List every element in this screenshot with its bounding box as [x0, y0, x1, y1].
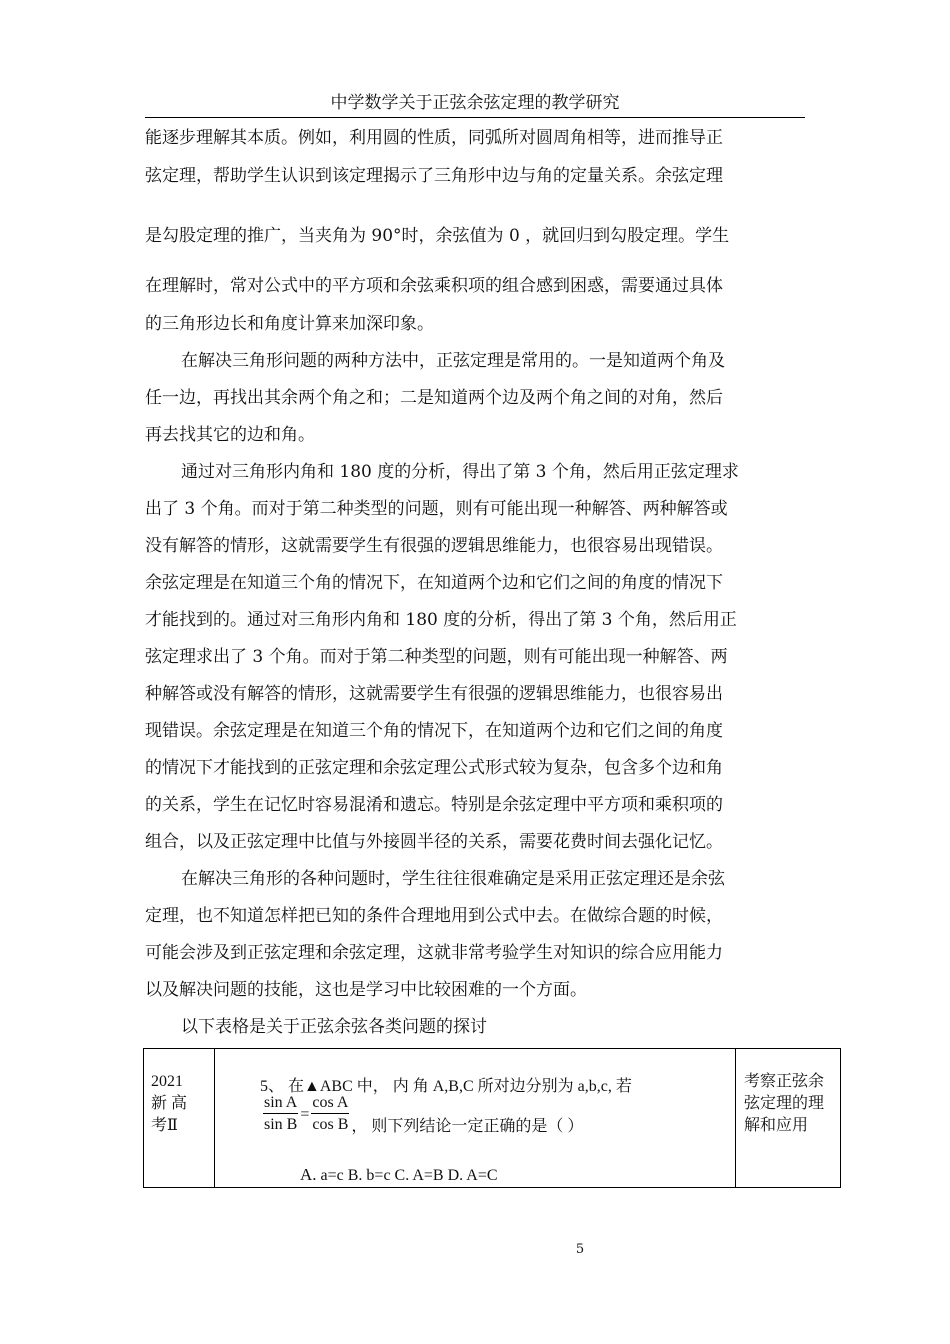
table-row [144, 1049, 841, 1188]
fraction-left [263, 1093, 298, 1136]
paragraph-line: 才能找到的。通过对三角形内角和 180 度的分析，得出了第 3 个角，然后用正 [145, 610, 737, 630]
paragraph-line: 弦定理求出了 3 个角。而对于第二种类型的问题，则有可能出现一种解答、两 [145, 647, 728, 667]
paragraph-line: 的情况下才能找到的正弦定理和余弦定理公式形式较为复杂，包含多个边和角 [145, 758, 723, 778]
paragraph-line: 组合，以及正弦定理中比值与外接圆半径的关系，需要花费时间去强化记忆。 [145, 832, 723, 852]
page-header: 中学数学关于正弦余弦定理的教学研究 [145, 88, 805, 118]
paragraph-line: 任一边，再找出其余两个角之和；二是知道两个边及两个角之间的对角，然后 [145, 388, 723, 408]
fraction-denominator: sin B [264, 1116, 298, 1133]
fraction-numerator: sin A [263, 1093, 298, 1114]
option-lead: A. [300, 1165, 317, 1184]
paragraph-line: 的关系，学生在记忆时容易混淆和遗忘。特别是余弦定理中平方项和乘积项的 [145, 795, 723, 815]
paragraph-line: 种解答或没有解答的情形，这就需要学生有很强的逻辑思维能力，也很容易出 [145, 684, 723, 704]
purpose-line: 考察正弦余 [744, 1073, 825, 1090]
purpose-line: 解和应用 [744, 1117, 809, 1134]
paragraph-line: 现错误。余弦定理是在知道三个角的情况下，在知道两个边和它们之间的角度 [145, 721, 723, 741]
paragraph-line: 在解决三角形的各种问题时，学生往往很难确定是采用正弦定理还是余弦 [181, 869, 725, 889]
paragraph-line: 是勾股定理的推广，当夹角为 90°时，余弦值为 0 ，就回归到勾股定理。学生 [145, 226, 730, 246]
paragraph-line: 的三角形边长和角度计算来加深印象。 [145, 314, 434, 334]
question-text: 5、 在▲ABC 中， 内 角 A,B,C 所对边分别为 a,b,c, 若 [260, 1078, 632, 1095]
answer-options [300, 1165, 498, 1185]
question-cell [215, 1049, 736, 1188]
option-list: a=c B. b=c C. A=B D. A=C [320, 1167, 498, 1184]
source-line: 考Ⅱ [151, 1117, 178, 1134]
fraction-denominator: cos B [312, 1116, 349, 1133]
page-number: 5 [575, 1242, 585, 1257]
paragraph-line: 能逐步理解其本质。例如，利用圆的性质，同弧所对圆周角相等，进而推导正 [145, 128, 723, 148]
paragraph-line: 在解决三角形问题的两种方法中，正弦定理是常用的。一是知道两个角及 [181, 351, 725, 371]
source-year: 2021 [151, 1073, 183, 1090]
source-cell [144, 1049, 215, 1188]
fraction-right [311, 1093, 349, 1136]
fraction-numerator: cos A [311, 1093, 349, 1114]
paragraph-line: 余弦定理是在知道三个角的情况下，在知道两个边和它们之间的角度的情况下 [145, 573, 723, 593]
paragraph-line: 以及解决问题的技能，这也是学习中比较困难的一个方面。 [145, 980, 587, 1000]
paragraph-line: 再去找其它的边和角。 [145, 425, 315, 445]
problem-table [143, 1048, 841, 1188]
formula [263, 1093, 583, 1136]
paragraph-line: 出了 3 个角。而对于第二种类型的问题，则有可能出现一种解答、两种解答或 [145, 499, 728, 519]
paragraph-line: 没有解答的情形，这就需要学生有很强的逻辑思维能力，也很容易出现错误。 [145, 536, 723, 556]
equals-sign: = [300, 1105, 310, 1123]
paragraph-line: 弦定理，帮助学生认识到该定理揭示了三角形中边与角的定量关系。余弦定理 [145, 166, 723, 186]
paragraph-line: 以下表格是关于正弦余弦各类问题的探讨 [181, 1017, 487, 1037]
paragraph-line: 在理解时，常对公式中的平方项和余弦乘积项的组合感到困惑，需要通过具体 [145, 276, 723, 296]
purpose-line: 弦定理的理 [744, 1095, 825, 1112]
paragraph-line: 通过对三角形内角和 180 度的分析，得出了第 3 个角，然后用正弦定理求 [181, 462, 739, 482]
source-line: 新 高 [151, 1095, 188, 1112]
question-tail: ， 则下列结论一定正确的是（ ） [351, 1118, 584, 1135]
paragraph-line: 可能会涉及到正弦定理和余弦定理，这就非常考验学生对知识的综合应用能力 [145, 943, 723, 963]
paragraph-line: 定理，也不知道怎样把已知的条件合理地用到公式中去。在做综合题的时候， [145, 906, 723, 926]
purpose-cell [736, 1049, 841, 1188]
